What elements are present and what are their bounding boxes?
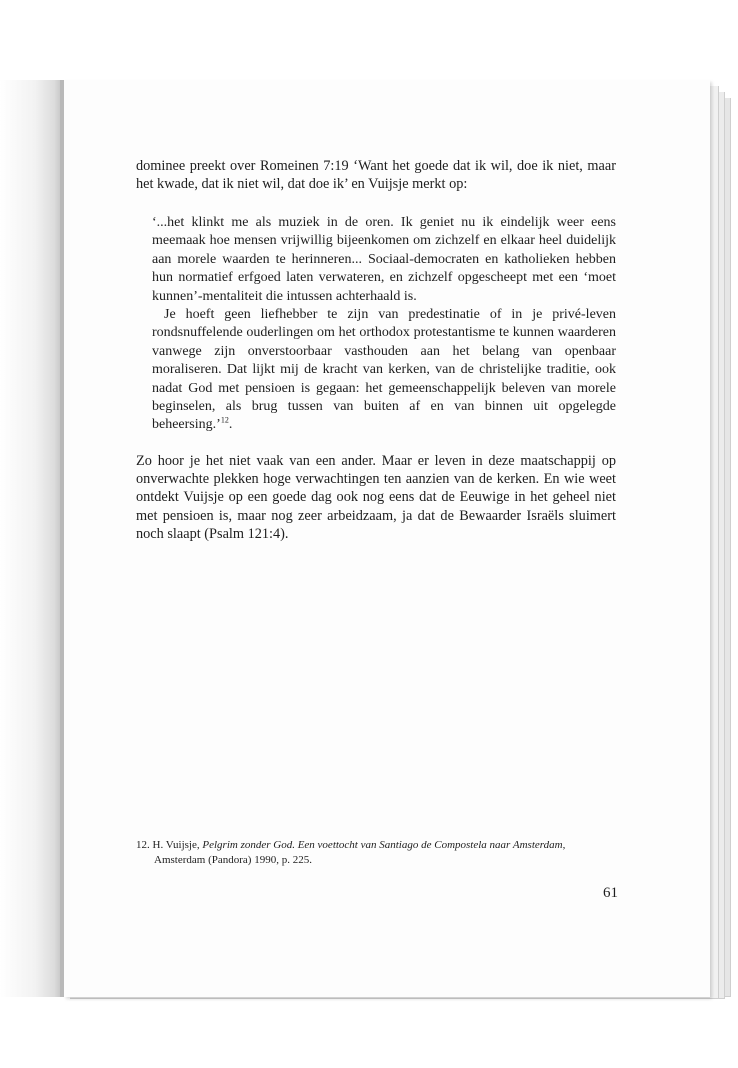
- block-quote: [152, 214, 616, 435]
- quote-paragraph-1: ‘...het klinkt me als muziek in de oren. Ik geniet nu ik eindelijk weer eens meemaak hoe mensen vrijwillig bijeenkomen om zichzelf en elkaar heel duidelijk aan morele waarden te herinneren... Sociaal-democraten en katholieken hebben hun normatief erfgoed laten verwateren, en zichzelf opgescheept met een ‘moet kunnen’-mentaliteit die intussen achterhaald is.: [152, 215, 616, 304]
- footnote-publication: Amsterdam (Pandora) 1990, p. 225.: [154, 854, 312, 866]
- quote-paragraph-2-end: .: [228, 417, 233, 433]
- binding-gutter: [0, 80, 64, 997]
- main-paragraph: [136, 452, 616, 543]
- main-text: Zo hoor je het niet vaak van een ander. Maar er leven in deze maatschappij op onverwachte plekken hoge verwachtingen ten aanzien van de kerken. En wie weet ontdekt Vuijsje op een goede dag ook nog eens dat de Eeuwige in het geheel niet met pensioen is, maar nog zeer arbeidzaam, ja dat de Bewaarder Israëls sluimert noch slaapt (Psalm 121:4).: [136, 453, 616, 542]
- quote-paragraph-2: [152, 306, 616, 435]
- intro-text: dominee preekt over Romeinen 7:19 ‘Want het goede dat ik wil, doe ik niet, maar het kwade, dat ik niet wil, dat doe ik’ en Vuijsje merkt op:: [136, 158, 616, 193]
- footnote-number: 12.: [136, 839, 150, 851]
- quote-paragraph-2-text: Je hoeft geen liefhebber te zijn van predestinatie of in je privé-leven rondsnuffelende ouderlingen om het orthodox protestantisme te kunnen waarderen vanwege zijn onverstoorbaar vasthouden aan het belang van openbaar moraliseren. Dat lijkt mij de kracht van kerken, van de christelijke traditie, ook nadat God met pensioen is gegaan: het gemeenschappelijk beleven van morele beginselen, als brug tussen van buiten af en van binnen uit opgelegde beheersing.’: [152, 307, 616, 433]
- footnote-reference[interactable]: 12: [220, 415, 229, 425]
- footnote-title: Pelgrim zonder God. Een voettocht van Santiago de Compostela naar Amsterdam,: [202, 839, 566, 851]
- footnote: [136, 838, 616, 868]
- intro-paragraph: [136, 157, 616, 193]
- footnote-body: [136, 838, 616, 868]
- binding-line: [60, 80, 64, 997]
- footnote-author: H. Vuijsje,: [152, 839, 200, 851]
- page-number: 61: [603, 885, 618, 901]
